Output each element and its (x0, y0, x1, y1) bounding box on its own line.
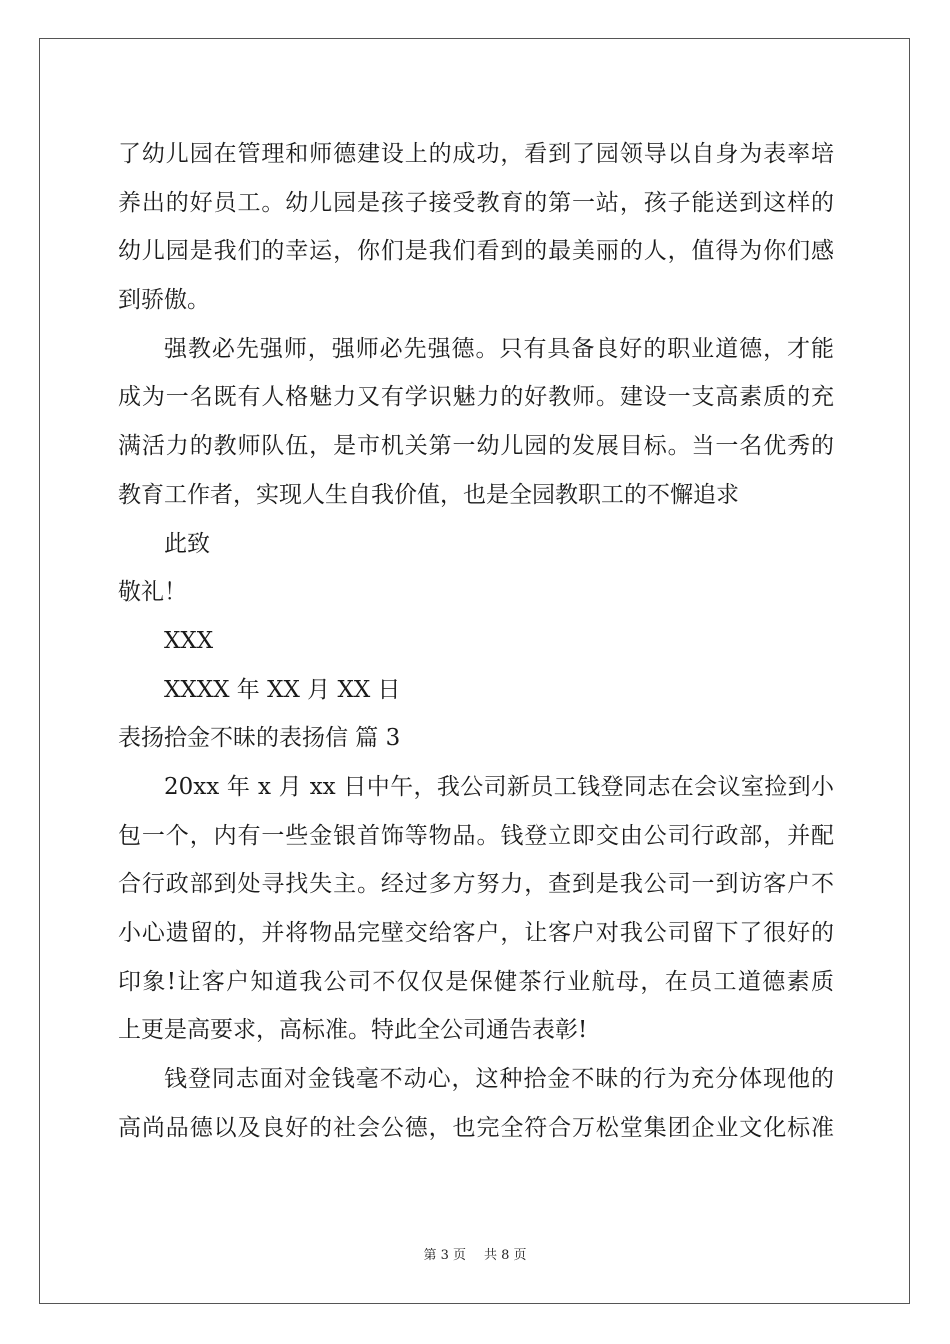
text-line: 教育工作者，实现人生自我价值，也是全园教职工的不懈追求 (118, 481, 739, 508)
text-line: 20xx 年 x 月 xx 日中午，我公司新员工钱登同志在会议室捡到小 (164, 773, 834, 800)
text-line: 表扬拾金不昧的表扬信 篇 3 (118, 725, 401, 752)
text-line: 强教必先强师，强师必先强德。只有具备良好的职业道德，才能 (164, 335, 834, 362)
text-line: 高尚品德以及良好的社会公德，也完全符合万松堂集团企业文化标准 (118, 1114, 834, 1141)
text-line: 小心遗留的，并将物品完壁交给客户，让客户对我公司留下了很好的 (118, 920, 834, 946)
text-line: 敬礼！ (118, 579, 187, 606)
text-line: 上更是高要求，高标准。特此全公司通告表彰! (118, 1017, 588, 1044)
text-line: XXX (164, 627, 214, 654)
text-line: 合行政部到处寻找失主。经过多方努力，查到是我公司一到访客户不 (118, 871, 834, 898)
text-line: XXXX 年 XX 月 XX 日 (164, 676, 401, 703)
page-number-total: 共 8 页 (484, 1248, 527, 1263)
text-line: 成为一名既有人格魅力又有学识魅力的好教师。建设一支高素质的充 (118, 384, 834, 411)
text-line: 到骄傲。 (118, 287, 210, 314)
text-line: 养出的好员工。幼儿园是孩子接受教育的第一站，孩子能送到这样的 (118, 189, 834, 216)
text-line: 幼儿园是我们的幸运，你们是我们看到的最美丽的人，值得为你们感 (118, 238, 834, 265)
text-line: 钱登同志面对金钱毫不动心，这种拾金不昧的行为充分体现他的 (164, 1066, 834, 1093)
text-line: 印象!让客户知道我公司不仅仅是保健茶行业航母，在员工道德素质 (118, 968, 834, 995)
document-body (118, 130, 834, 1152)
text-line: 包一个，内有一些金银首饰等物品。钱登立即交由公司行政部，并配 (118, 822, 834, 849)
text-line: 此致 (164, 530, 210, 557)
page-number-current: 第 3 页 (423, 1248, 466, 1263)
page-footer (0, 1244, 950, 1263)
text-line: 了幼儿园在管理和师德建设上的成功，看到了园领导以自身为表率培 (118, 141, 834, 167)
text-line: 满活力的教师队伍，是市机关第一幼儿园的发展目标。当一名优秀的 (118, 433, 834, 460)
